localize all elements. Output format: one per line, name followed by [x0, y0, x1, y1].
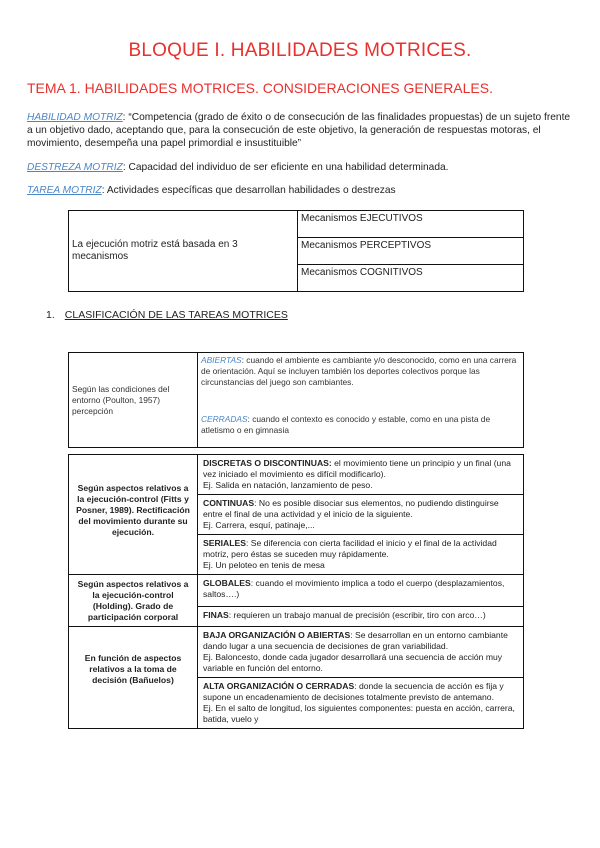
classification-cell: [198, 627, 524, 678]
classification-table: [68, 454, 524, 729]
cell-head: SERIALES: [203, 538, 246, 548]
definition-destreza: [27, 161, 575, 174]
section-title: CLASIFICACIÓN DE LAS TAREAS MOTRICES: [64, 309, 288, 321]
cell-head: CONTINUAS: [203, 498, 255, 508]
definition-term: DESTREZA MOTRIZ: [27, 162, 123, 173]
section-number: 1.: [46, 309, 55, 321]
definition-term: HABILIDAD MOTRIZ: [27, 112, 123, 123]
mechanism-item: Mecanismos EJECUTIVOS: [298, 211, 524, 238]
conditions-closed: [198, 412, 524, 448]
definition-text: : Capacidad del individuo de ser eficiente en una habilidad determinada.: [122, 162, 449, 173]
closed-term: CERRADAS: [201, 413, 248, 424]
cell-text: : Se desarrollan en un entorno cambiante dando lugar a una secuencia de decisiones de gran variabilidad.: [203, 630, 508, 651]
closed-text: : cuando el contexto es conocido y estable, como en una pista de atletismo o en gimnasia: [201, 413, 491, 435]
classification-cell: [198, 535, 524, 575]
mechanisms-label: La ejecución motriz está basada en 3 mecanismos: [69, 211, 298, 292]
conditions-label: Según las condiciones del entorno (Poulton, 1957) percepción: [69, 353, 198, 448]
cell-head: DISCRETAS O DISCONTINUAS:: [203, 458, 332, 468]
cell-example: Ej. Carrera, esquí, patinaje,...: [203, 520, 315, 530]
classification-cell: [198, 607, 524, 627]
cell-text: : cuando el movimiento implica a todo el cuerpo (desplazamientos, saltos….): [203, 578, 505, 599]
cell-text: : Se diferencia con cierta facilidad el inicio y el final de la actividad motriz, pero éstas se suceden muy rápidamente.: [203, 538, 497, 559]
classification-cell: [198, 495, 524, 535]
mechanism-item: Mecanismos COGNITIVOS: [298, 265, 524, 292]
open-term: ABIERTAS: [201, 355, 242, 365]
section-heading: [46, 309, 288, 321]
conditions-table: [68, 352, 524, 448]
definition-term: TAREA MOTRIZ: [27, 185, 102, 196]
page-title: BLOQUE I. HABILIDADES MOTRICES.: [128, 40, 472, 61]
mechanisms-table: [68, 210, 524, 292]
group-label: Según aspectos relativos a la ejecución-control (Fitts y Posner, 1989). Rectificación del movimiento durante su ejecución.: [69, 455, 198, 575]
open-text: : cuando el ambiente es cambiante y/o desconocido, como en una carrera de orientación. Aquí se incluyen también los deportes colectivos porque las circunstancias del juego son cambiantes.: [201, 355, 517, 387]
cell-example: Ej. Un peloteo en tenis de mesa: [203, 560, 325, 570]
cell-text: : donde la secuencia de acción es fija y supone un encadenamiento de decisiones totalmente previsto de antemano.: [203, 681, 504, 702]
topic-title: TEMA 1. HABILIDADES MOTRICES. CONSIDERACIONES GENERALES.: [27, 80, 493, 96]
definition-habilidad: [27, 111, 575, 150]
group-label: Según aspectos relativos a la ejecución-control (Holding). Grado de participación corporal: [69, 575, 198, 627]
definition-text: : “Competencia (grado de éxito o de consecución de las finalidades propuestas) de un sujeto frente a un objetivo dado, aceptando que, para la consecución de este objetivo, la generación de respuestas motoras, el movimiento, desempeña una papel primordial e insustituible”: [27, 112, 571, 149]
conditions-open: [198, 353, 524, 412]
cell-example: Ej. Baloncesto, donde cada jugador desarrollará una secuencia de acción muy variable en función del entorno.: [203, 652, 503, 673]
cell-head: FINAS: [203, 610, 229, 621]
cell-text: : requieren un trabajo manual de precisión (escribir, tiro con arco…): [228, 610, 486, 621]
cell-text: el movimiento tiene un principio y un final (una vez iniciado el movimiento es difícil modificarlo).: [203, 458, 511, 479]
definition-tarea: [27, 184, 575, 197]
group-label: En función de aspectos relativos a la toma de decisión (Bañuelos): [69, 627, 198, 729]
classification-cell: [198, 455, 524, 495]
cell-head: BAJA ORGANIZACIÓN O ABIERTAS: [203, 630, 351, 640]
definition-text: : Actividades específicas que desarrollan habilidades o destrezas: [101, 185, 396, 196]
cell-text: : No es posible disociar sus elementos, no pudiendo distinguirse entre el final de una actividad y el inicio de la siguiente.: [203, 498, 499, 519]
cell-head: GLOBALES: [203, 578, 251, 588]
cell-example: Ej. En el salto de longitud, los siguientes componentes: puesta en acción, carrera, batida, vuelo y: [203, 703, 515, 724]
mechanism-item: Mecanismos PERCEPTIVOS: [298, 238, 524, 265]
classification-cell: [198, 575, 524, 607]
cell-example: Ej. Salida en natación, lanzamiento de peso.: [203, 480, 373, 490]
cell-head: ALTA ORGANIZACIÓN O CERRADAS: [203, 681, 355, 691]
classification-cell: [198, 678, 524, 729]
